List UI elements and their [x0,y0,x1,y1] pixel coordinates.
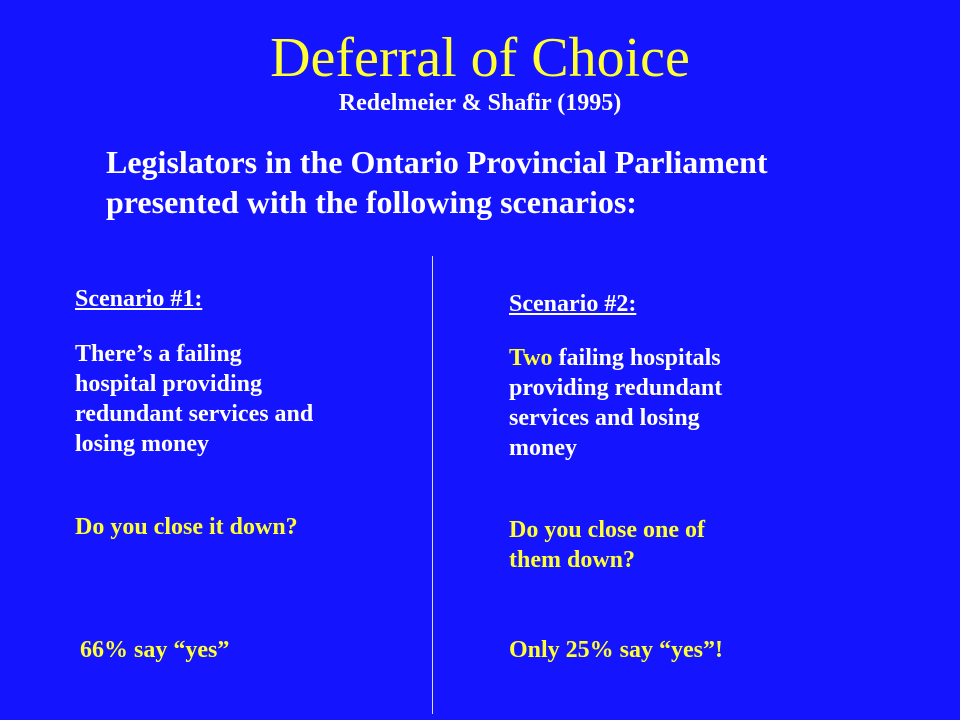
scenario-2-desc-line: services and losing [509,405,700,431]
scenario-1-result: 66% say “yes” [80,637,230,663]
scenario-2-question-line: Do you close one of [509,517,705,543]
scenario-2-desc-rest: failing hospitals [552,345,721,371]
scenario-1-desc-line: redundant services and [75,401,314,427]
scenario-2-question-line: them down? [509,547,636,573]
column-divider [432,256,433,714]
scenario-1-heading: Scenario #1: [75,286,203,312]
scenario-1-question: Do you close it down? [75,514,298,540]
slide-title: Deferral of Choice [270,27,690,89]
scenario-1-desc-line: hospital providing [75,371,262,397]
scenario-2-desc-line: providing redundant [509,375,723,401]
scenario-2-heading: Scenario #2: [509,291,637,317]
scenario-2-desc-line: money [509,435,577,461]
scenario-2-desc-line [509,343,722,373]
intro-line-2: presented with the following scenarios: [106,184,637,220]
scenario-1-desc-line: There’s a failing [75,341,242,367]
intro-line-1: Legislators in the Ontario Provincial Parliament [106,144,768,180]
scenario-1-desc-line: losing money [75,431,210,457]
scenario-2-result: Only 25% say “yes”! [509,637,724,663]
intro-text [106,142,926,222]
scenario-2-question [509,515,705,575]
scenario-2-highlight: Two [509,345,553,371]
scenario-2-description [509,343,722,463]
slide-subtitle: Redelmeier & Shafir (1995) [338,90,622,116]
scenario-1-description [75,339,313,459]
